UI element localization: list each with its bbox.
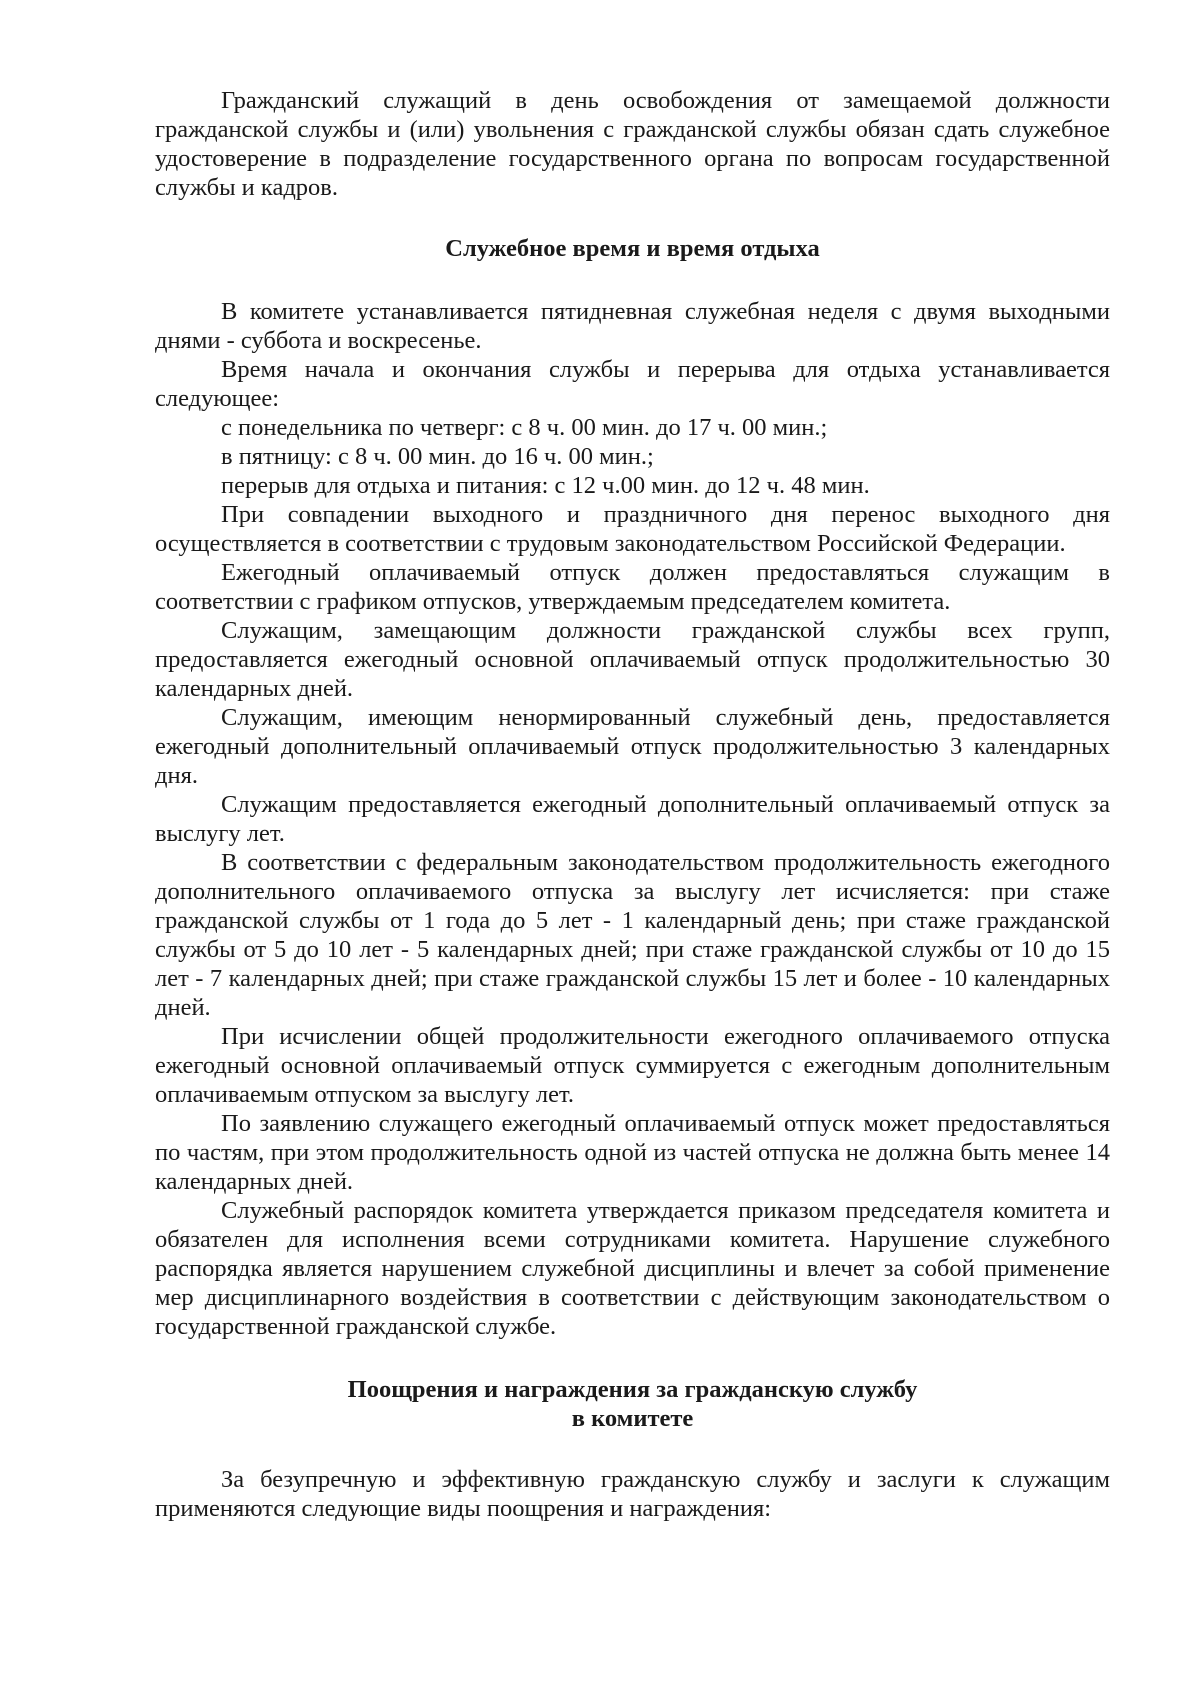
paragraph-vacation-parts: По заявлению служащего ежегодный оплачиваемый отпуск может предоставляться по частям, при этом продолжительность одной из частей отпуска не должна быть менее 14 календарных дней. <box>155 1110 1110 1195</box>
section-heading-awards-line2: в комитете <box>571 1405 694 1432</box>
section-heading-awards <box>155 1375 1110 1433</box>
paragraph-total-vacation: При исчислении общей продолжительности ежегодного оплачиваемого отпуска ежегодный основной оплачиваемый отпуск суммируется с ежегодным дополнительным оплачиваемым отпуском за выслугу лет. <box>155 1023 1110 1108</box>
schedule-line-break: перерыв для отдыха и питания: с 12 ч.00 мин. до 12 ч. 48 мин. <box>221 472 870 499</box>
section-heading-worktime: Служебное время и время отдыха <box>445 235 820 262</box>
paragraph-holiday-transfer: При совпадении выходного и праздничного дня перенос выходного дня осуществляется в соответствии с трудовым законодательством Российской Федерации. <box>155 501 1110 557</box>
paragraph-basic-vacation: Служащим, замещающим должности гражданской службы всех групп, предоставляется ежегодный основной оплачиваемый отпуск продолжительностью 30 календарных дней. <box>155 617 1110 702</box>
intro-paragraph: Гражданский служащий в день освобождения от замещаемой должности гражданской службы и (или) увольнения с гражданской службы обязан сдать служебное удостоверение в подразделение государственного органа по вопросам государственной службы и кадров. <box>155 87 1110 201</box>
paragraph-schedule-intro: Время начала и окончания службы и перерыва для отдыха устанавливается следующее: <box>155 356 1110 412</box>
paragraph-service-routine: Служебный распорядок комитета утверждается приказом председателя комитета и обязателен для исполнения всеми сотрудниками комитета. Нарушение служебного распорядка является нарушением служебной дисциплины и влечет за собой применение мер дисциплинарного воздействия в соответствии с действующим законодательством о государственной гражданской службе. <box>155 1197 1110 1340</box>
paragraph-awards-intro: За безупречную и эффективную гражданскую службу и заслуги к служащим применяются следующие виды поощрения и награждения: <box>155 1466 1110 1522</box>
paragraph-seniority-duration: В соответствии с федеральным законодательством продолжительность ежегодного дополнительного оплачиваемого отпуска за выслугу лет исчисляется: при стаже гражданской службы от 1 года до 5 лет - 1 календарный день; при стаже гражданской службы от 5 до 10 лет - 5 календарных дней; при стаже гражданской службы от 10 до 15 лет - 7 календарных дней; при стаже гражданской службы 15 лет и более - 10 календарных дней. <box>155 849 1110 1021</box>
paragraph-irregular-day-vacation: Служащим, имеющим ненормированный служебный день, предоставляется ежегодный дополнительный оплачиваемый отпуск продолжительностью 3 календарных дня. <box>155 704 1110 789</box>
schedule-line-mon-thu: с понедельника по четверг: с 8 ч. 00 мин. до 17 ч. 00 мин.; <box>221 414 828 441</box>
paragraph-seniority-vacation: Служащим предоставляется ежегодный дополнительный оплачиваемый отпуск за выслугу лет. <box>155 791 1110 847</box>
paragraph-vacation-schedule: Ежегодный оплачиваемый отпуск должен предоставляться служащим в соответствии с графиком отпусков, утверждаемым председателем комитета. <box>155 559 1110 615</box>
schedule-line-friday: в пятницу: с 8 ч. 00 мин. до 16 ч. 00 мин.; <box>221 443 654 470</box>
paragraph-workweek: В комитете устанавливается пятидневная служебная неделя с двумя выходными днями - суббота и воскресенье. <box>155 298 1110 354</box>
section-heading-awards-line1: Поощрения и награждения за гражданскую службу <box>347 1376 918 1403</box>
